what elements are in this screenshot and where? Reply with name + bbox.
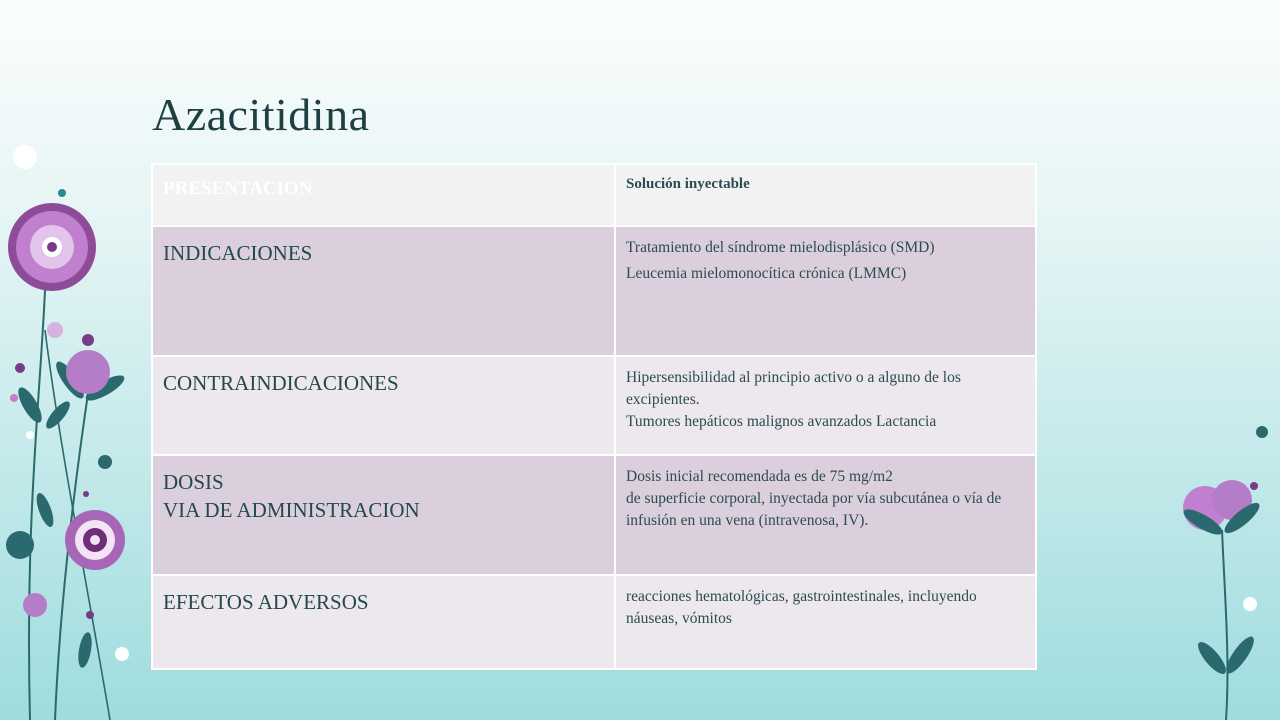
label-line: VIA DE ADMINISTRACION <box>163 498 420 522</box>
row-value <box>615 356 1036 455</box>
slide-title: Azacitidina <box>152 89 370 140</box>
row-label: EFECTOS ADVERSOS <box>152 575 615 669</box>
flower-vines-left <box>6 145 129 720</box>
value-line: Tratamiento del síndrome mielodisplásico (SMD) <box>626 239 935 256</box>
table-row-indicaciones <box>152 226 1036 356</box>
row-label: PRESENTACION <box>152 164 615 226</box>
row-label: INDICACIONES <box>152 226 615 356</box>
value-line: Hipersensibilidad al principio activo o a alguno de los excipientes. <box>626 369 961 408</box>
value-line: Solución inyectable <box>626 176 750 192</box>
value-line: Tumores hepáticos malignos avanzados Lactancia <box>626 413 937 430</box>
drug-info-table <box>151 163 1037 670</box>
row-value <box>615 455 1036 575</box>
value-line: de superficie corporal, inyectada por vía subcutánea o vía de infusión en una vena (intravenosa, IV). <box>626 490 1002 529</box>
table-row-contraindicaciones <box>152 356 1036 455</box>
flower-vine-right <box>1180 426 1268 720</box>
row-value <box>615 226 1036 356</box>
table-row-efectos-adversos <box>152 575 1036 669</box>
row-value <box>615 164 1036 226</box>
row-value <box>615 575 1036 669</box>
value-line: Leucemia mielomonocítica crónica (LMMC) <box>626 265 907 282</box>
table-row-dosis <box>152 455 1036 575</box>
label-line: DOSIS <box>163 470 224 494</box>
value-line: reacciones hematológicas, gastrointestinales, incluyendo náuseas, vómitos <box>626 588 977 627</box>
value-line: Dosis inicial recomendada es de 75 mg/m2 <box>626 468 893 485</box>
row-label <box>152 455 615 575</box>
table-row-presentacion <box>152 164 1036 226</box>
row-label: CONTRAINDICACIONES <box>152 356 615 455</box>
